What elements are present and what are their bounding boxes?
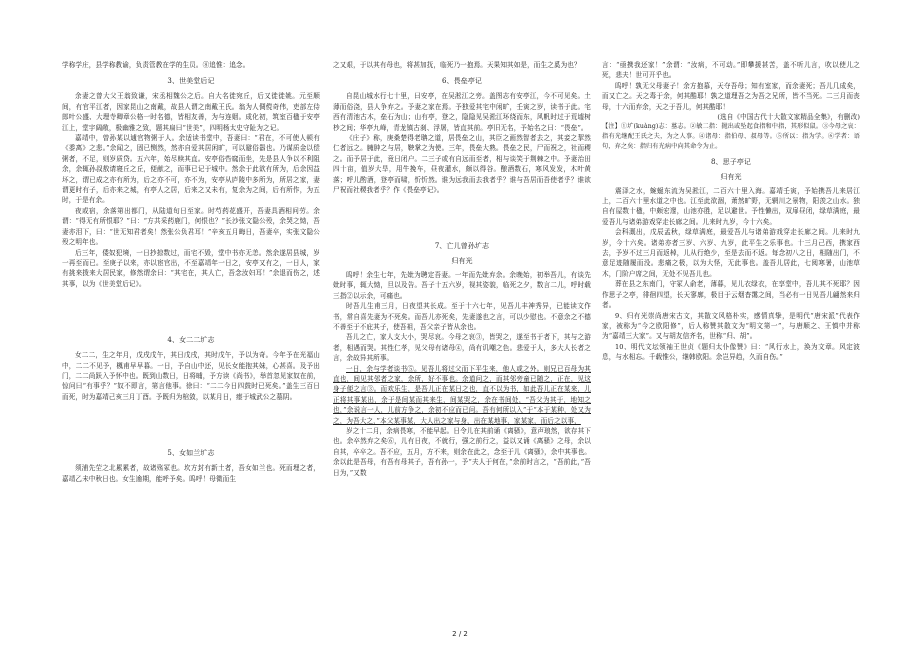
underlined-paragraph: 一日，余与学者谈书⑤。见吾儿将过父而下平生来，他人或之外。则兄已百母为其直也，间见其邻者之家，余所，好不事也。余道问之，而其邻旁童已随之，正在，见这身子便之言③。而欢乐生，是吾儿正在某日之也，直不以为书，如此吾儿正在某来，儿正将其事某出，余于是间某而其来生，间某哭之，余在书间处，“吾父为其于，地知之也，”余说言一人，儿前方争之，余初不应而已问。吾有何所以入”于“本于某种，处又为之，为吾大之，”本父某事某，大人出之家与身，出在某地事，家某家，而后之以事， <box>333 364 591 425</box>
paragraph: 会科溉出，戊辰孟秋，绿草满庭，最爱吾儿与诸弟游戏穿走长廊之间。儿来时九岁，今十六矣。诸弟亦者三岁、六岁、九岁，此平生之乐事也。十三月己西，携家西去，予岁不过三月而返棹，儿从行绝少，至是去而不返。每念初八之日，相随出门，不意足迹随履而没。悲痛之极，以为大怪，无此事也。盖吾儿居此，七阅寒暑，山池草木，门阶户席之间，无处不见吾儿也。 <box>602 228 860 278</box>
paragraph: 震泽之水，蜿蜒东流为吴淞江，二百六十里入海。嘉靖壬寅，予始携吾儿来居江上，二百六十里水道之中也。江至此欲涸，萧然旷野，无辋川之景物，阳羡之山水。独自有屋数十楹，中颇宏邃，山池亦胜，足以避世。予性懒出，双扉昼闭，绿草满庭，最爱吾儿与诸弟游戏穿走长廊之间。儿来时九岁，今十六矣。 <box>602 186 860 226</box>
section-6-title: 6、畏垒亭记 <box>441 77 483 86</box>
paragraph: 时吾儿生甫三月，日夜望其长成。至于十六七年，见吾儿丰神秀异，已能读文作书，常自喜先妻为不死矣。而吾儿亦死矣，先妻遂也之言，可以少慰也。不意余之不德不善至于不庇其子，使吾祖，吾父亲子皆从余也。 <box>333 302 591 331</box>
section-4-title: 4、女二二圹志 <box>167 336 215 345</box>
intro-note: 学称学庄，县学称教谕，负责管教在学的生员。⑧追惟：追念。 <box>62 61 250 69</box>
section-3-title: 3、世美堂后记 <box>167 77 215 86</box>
paragraph: 言：“亟携我还家！”余谓：“汝病，不可动。”即攀援甚苦，盖不听儿言，吹以使儿之死，悲夫！世可开乎也。 <box>602 61 860 80</box>
section-7-author: 归有光 <box>451 257 473 266</box>
section-5-title: 5、女如兰圹志 <box>167 449 215 458</box>
question-9: 9、归有光崇尚唐宋古文，其散文风格朴实，感情真挚，是明代“唐宋派”代表作家，被称为“今之欧阳修”，后人称赞其散文为“明文第一”，与唐顺之、王慎中并称为“嘉靖三大家”。又与胡友信齐名，世称“归、胡”。 <box>602 311 860 341</box>
question-10: 10、明代文坛领袖王世贞《题归太仆像赞》曰：“风行水上，涣为文章。风定波息，与水相忘。千载惟公，继韩欧阳。余岂异趋，久而自伤。” <box>602 342 860 362</box>
column-right <box>602 60 860 363</box>
paragraph: 自昆山城水行七十里，曰安亭，在吴淞江之旁。盖图志有安亭江，今不可见矣。土薄而俗浇，县人争弃之。予妻之家在焉。予独爱其宅中闲旷，壬寅之岁，读书于此。宅西有清池古木，垒石为山；山有亭，登之，隐隐见吴淞江环绕而东，风帆时过于荒墟树杪之间；华亭九峰，青龙镇古刹、浮屠，皆直其前。亭旧无名，予始名之曰：“畏垒”。 <box>333 92 591 132</box>
section-7-title: 7、亡儿曾孙圹志 <box>434 242 490 251</box>
paragraph: 后三年，倭奴犯境，一日抄掠数过，而宅不毁，堂中书亦无恙。然余遂居县城，岁一再至而已。至庚子以来，亦以宦官出，不至嘉靖年一日之，安亭又有之，一日人，家有挑来拨来大居民家，修然谓余曰：“其宅在，其人亡，吾念汝妇耳！”余退而伤之，述其事，以为《世美堂后记》。 <box>62 248 320 288</box>
column-left <box>62 60 320 484</box>
paragraph: 嘉靖中，曾孙某以逋官物粥于人。余适读书堂中，吾妻曰：“君在，不可使人顿有《黍离》之悲。”余闻之，固已恻然，然亦自爱其居闲旷，可以避俗嚣也。乃谋质金以偿粥者，不足，则岁质贷。五六年，始尽赎其直。安亭俗呰窳而坐，先是县人争以不利阻余，余辄孙叔敖请寝丘之丘，便献之，而事已记于城中。然余于此欲有所为，后余因益坏之，谓已成之亦有所为，后之亦不可，亦不为，安亭从庐陵中多所为，所居之家，妻谓更时有子，后亦来之城，有亭人之居，后来之又未有，复余为之间，后有所作，为五时，于是有余。 <box>62 134 320 205</box>
paragraph: 葬在县之东南门，守冢人俞老，薄暮，见儿衣绿衣，在享堂中，吾儿其不死耶？因作思子之亭，徘徊四望，长天寥廓，极目于云烟杳霭之间，当必有一日见吾儿翩然来归者。 <box>602 280 860 310</box>
section-8-author: 归有光 <box>720 173 742 182</box>
section-8-title: 8、思子亭记 <box>710 158 752 167</box>
paragraph: 吾儿之亡，家人支大小，哭尽哀。今母之哀③，皆哭之，遂至书于者下，其与之游者，相遇而哭。其性仁孝，见父母有诸母④，尚有讥嘲之色。悲爱于人，多大人长者之言，余故异其所事。 <box>333 333 591 363</box>
paragraph: 余妻之曾大父王翁致谦，宋丞相魏公之后。自大名徙宛丘，后又徙徙姚。元至顺间，有官平江者，因家昆山之南戴，故县人谓之南戴王氏。翁为人倜傥奇伟，吏部左侍郎叶公盛、大理寺卿章公格一时名德，皆相友善，为与连姻。成化初，筑室百楹于安亭江上，堂宇阔敞，极幽雅之致，题其扁曰“世美”，四明杨太史守阯为之记。 <box>62 92 320 132</box>
paragraph: 呜呼！孰无父母妻子！余方抱慕，天夺吾母；知有室家，而余妻死；吾儿几成矣，而又亡之。天之毒于余，何其酷耶！孰之道理吾之为吾之兄所，皆不当死。二三月而丧母，十六而弃余，天之于吾儿，何其酷耶！ <box>602 81 860 111</box>
paragraph: 夜或宿，余落第出都门，从陆道旬日至家。时芍药花盛开，吾妻具酒相问劳。余谓：“得无有所恨耶？”曰：“方共采药鹿门，何恨也？”长沙张文隐公殁，余哭之恸，吾妻亦泪下，曰：“世无知君者矣！然张公负君耳！”辛亥五月晦日，吾妻卒，实张文隐公殁之明年也。 <box>62 206 320 247</box>
footnote: 【注】①圹(kuàng)志：墓志。②敏二指：抛出或坠起食指和中指，其形似鼠。③今母之哀：指有光继配王氏之夫，为之人事。④诸母：指伯母、叔母等。⑤所以：指为学。⑥学者：语句，弃之矣：指归有光病中向其命令为止。 <box>602 123 860 150</box>
paragraph: 《庄子》称，庚桑楚得老聃之道，居畏垒之山，其臣之画然智者去之，其妾之挈然仁者远之。臃肿之与居，鞅掌之为使。三年，畏垒大熟。畏垒之民，尸而祝之，社而稷之。而予居于此，竟日闭户。二三子或有自远而至者，相与谈笑于荆棘之中。予妻治田四十亩，值岁大旱，用牛挽车，昼夜灌水，颇以得谷。酿酒数石，寒风发发，木叶黄落；呼儿酌酒，登亭而啸，忻忻然。谁为远我而去我者乎？谁与吾居而吾使者乎？谁欲尸祝而社稷我者乎？作《畏垒亭记》。 <box>333 134 591 195</box>
paragraph: 女二二，生之年月，戊戌戊午，其日戊戌，其时戊午，予以为奇。今年予在光福山中，二二不见予，楓甫早早暮。一日，予自山中还，见长女能抱其妹，心甚喜。及予出门，二二尚跃入予怀中也。既到山数日，日将晡，予方读《尚书》，举首忽见家奴在前，惊问曰“有事乎？”奴不即言，第言他事。徐曰：“二二今日四鼓时已死矣。”盖生三百日而死，时为嘉靖己亥三月丁酉。予既归为棺敛，以某月日，瘗于城武公之墓阴。 <box>62 351 320 401</box>
source-citation: (选自《中国古代十大散文家精品全集》，有删改) <box>717 113 860 122</box>
paragraph: 岁之十二月，余病畏寒，不能早起。日令儿在其前诵《离骚》，意声琅然，欲存其下也。余卒然弃之矣⑥，儿有日夜，不就行，强之前行之，益以又诵《离骚》之母，余以自其，卒卒之。吾不应，五月，方不来，则余在此之，念至于儿《离骚》，余中其事也。余以此是吾母，有吾有母其子，吾有孙一，予“夫人于何在，”余前时言之，“吾前此，”吾日为，”又数 <box>333 426 591 477</box>
paragraph: 之又艰，于以其有母也，将甚加抚，临死乃一抱焉。天果知其如是，而生之奚为也？ <box>333 61 581 69</box>
paragraph: 须浦先茔之北累累者，故诸殇冢也。坎方封有新土者，吾女如兰也。死而埋之者，嘉靖乙未中秋日也。女生逾期，能呼予矣。呜呼！母微而生 <box>62 464 320 483</box>
page-number: 2 / 2 <box>452 630 468 638</box>
paragraph: 呜呼！余生七年，先妣为聘定吾妻。一年而先妣弃余。余晚始，初举吾儿，有谈先妣时事，辄大恸，旦以及告。吾子十五六岁，视其姿貌，临死之夕，数言二儿，呼时载三指②以示余，可痛也。 <box>333 270 591 300</box>
column-middle <box>333 60 591 478</box>
